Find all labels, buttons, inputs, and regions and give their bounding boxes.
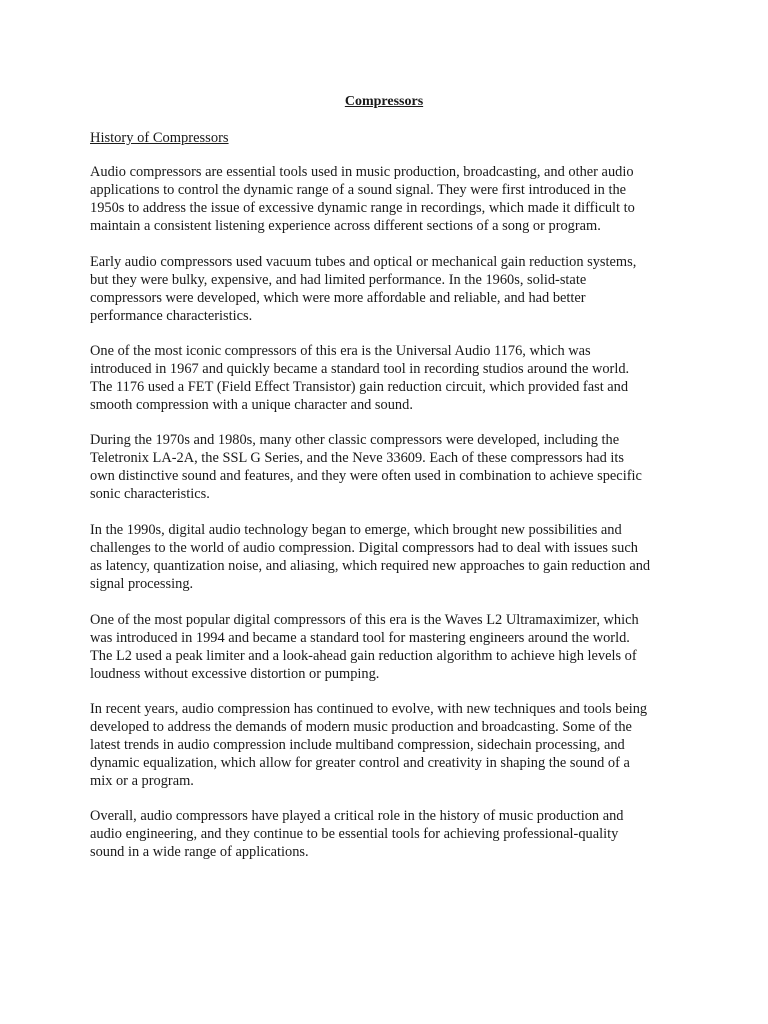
text-line: sound in a wide range of applications. <box>90 843 309 860</box>
text-line: applications to control the dynamic range of a sound signal. They were first introduced in the <box>90 181 627 198</box>
document-title: Compressors <box>344 94 424 109</box>
paragraph-6 <box>90 612 685 684</box>
text-line: signal processing. <box>90 575 194 592</box>
text-line: mix or a program. <box>90 772 194 789</box>
text-line: was introduced in 1994 and became a standard tool for mastering engineers around the world. <box>90 629 630 646</box>
text-line: Overall, audio compressors have played a critical role in the history of music production and <box>90 808 624 824</box>
text-line: In the 1990s, digital audio technology began to emerge, which brought new possibilities and <box>90 522 622 538</box>
paragraph-5 <box>90 522 685 594</box>
text-line: own distinctive sound and features, and they were often used in combination to achieve specific <box>90 467 642 484</box>
text-line: developed to address the demands of modern music production and broadcasting. Some of the <box>90 718 632 735</box>
text-line: Audio compressors are essential tools used in music production, broadcasting, and other audio <box>90 164 634 180</box>
text-line: introduced in 1967 and quickly became a standard tool in recording studios around the world. <box>90 360 630 377</box>
paragraph-4 <box>90 432 685 504</box>
text-line: challenges to the world of audio compression. Digital compressors had to deal with issues such <box>90 539 638 556</box>
text-line: One of the most popular digital compressors of this era is the Waves L2 Ultramaximizer, which <box>90 612 639 628</box>
text-line: Teletronix LA-2A, the SSL G Series, and the Neve 33609. Each of these compressors had its <box>90 449 624 466</box>
text-line: One of the most iconic compressors of this era is the Universal Audio 1176, which was <box>90 343 591 359</box>
section-heading: History of Compressors <box>90 130 229 146</box>
text-line: During the 1970s and 1980s, many other classic compressors were developed, including the <box>90 432 620 448</box>
text-line: audio engineering, and they continue to be essential tools for achieving professional-quality <box>90 825 619 842</box>
text-line: as latency, quantization noise, and aliasing, which required new approaches to gain reduction and <box>90 557 651 574</box>
text-line: but they were bulky, expensive, and had limited performance. In the 1960s, solid-state <box>90 271 587 288</box>
text-line: dynamic equalization, which allow for greater control and creativity in shaping the sound of a <box>90 754 630 771</box>
text-line: latest trends in audio compression include multiband compression, sidechain processing, and <box>90 736 625 753</box>
text-line: maintain a consistent listening experience across different sections of a song or program. <box>90 217 601 234</box>
paragraph-1 <box>90 164 685 236</box>
text-line: Early audio compressors used vacuum tubes and optical or mechanical gain reduction systems, <box>90 254 637 270</box>
paragraph-7 <box>90 701 685 791</box>
text-line: compressors were developed, which were more affordable and reliable, and had better <box>90 289 586 306</box>
text-line: In recent years, audio compression has continued to evolve, with new techniques and tools being <box>90 701 648 717</box>
text-line: performance characteristics. <box>90 307 253 324</box>
paragraph-8 <box>90 808 685 862</box>
text-line: smooth compression with a unique character and sound. <box>90 396 413 413</box>
paragraph-3 <box>90 343 685 415</box>
text-line: The 1176 used a FET (Field Effect Transistor) gain reduction circuit, which provided fast and <box>90 378 629 395</box>
text-line: 1950s to address the issue of excessive dynamic range in recordings, which made it difficult to <box>90 199 635 216</box>
text-line: The L2 used a peak limiter and a look-ahead gain reduction algorithm to achieve high levels of <box>90 647 637 664</box>
text-line: sonic characteristics. <box>90 485 210 502</box>
paragraph-2 <box>90 254 685 326</box>
text-line: loudness without excessive distortion or pumping. <box>90 665 380 682</box>
